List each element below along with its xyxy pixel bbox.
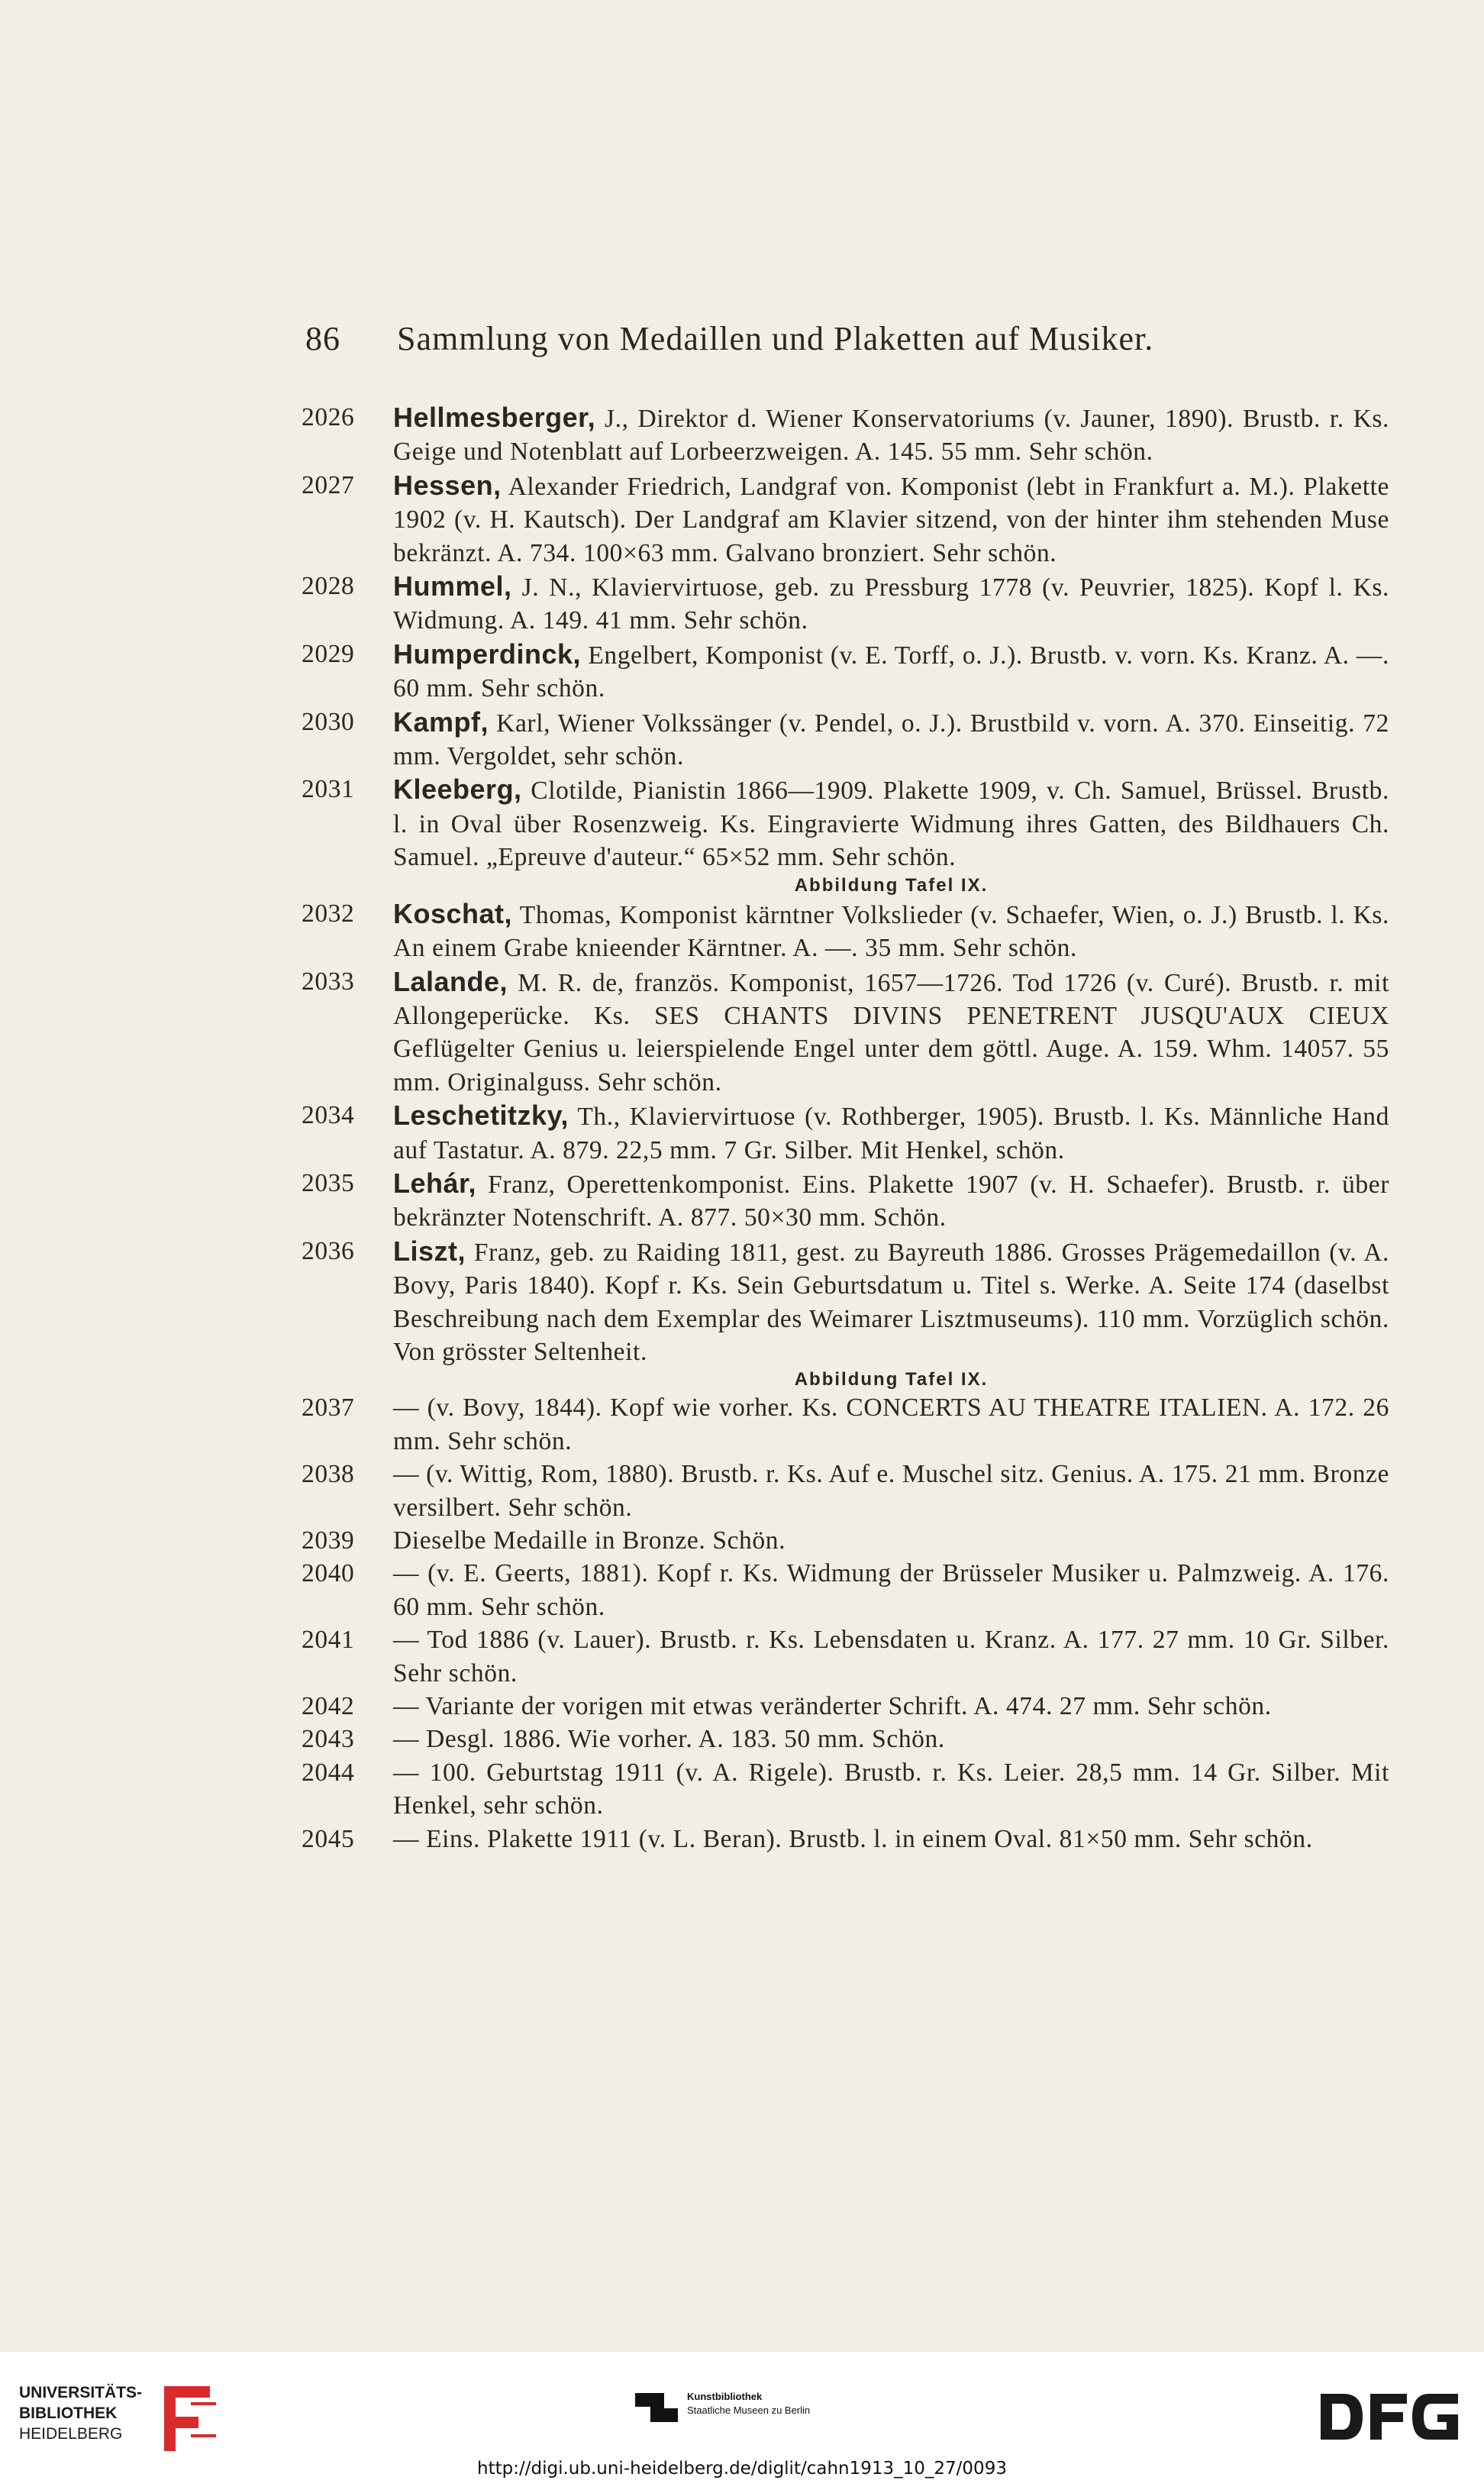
footer-bar: [0, 2352, 1484, 2490]
entry-description: — Desgl. 1886. Wie vorher. A. 183. 50 mm. Schön.: [393, 1725, 945, 1754]
entry-description: Dieselbe Medaille in Bronze. Schön.: [393, 1526, 786, 1555]
entry-description: M. R. de, französ. Komponist, 1657—1726. Tod 1726 (v. Curé). Brustb. r. mit Allongeperücke. Ks. SES CHANTS DIVINS PENETRENT JUSQU'AUX CIEUX Geflügelter Genius u. leierspielende Engel unter dem göttl. Auge. A. 159. Whm. 14057. 55 mm. Originalguss. Sehr schön.: [393, 968, 1389, 1096]
catalogue-entry: [302, 638, 1389, 706]
entry-name: Lehár,: [393, 1167, 477, 1199]
ub-mark-icon: [156, 2382, 218, 2455]
entry-description: — Eins. Plakette 1911 (v. L. Beran). Brustb. l. in einem Oval. 81×50 mm. Sehr schön.: [393, 1824, 1313, 1853]
entry-description: Alexander Friedrich, Landgraf von. Komponist (lebt in Frankfurt a. M.). Plakette 1902 (v. H. Kautsch). Der Landgraf am Klavier sitzend, von der hinter ihm stehenden Muse bekränzt. A. 734. 100×63 mm. Galvano bronziert. Sehr schön.: [393, 472, 1389, 567]
catalogue-entry: [302, 1823, 1389, 1855]
entry-number: 2026: [302, 403, 355, 431]
kb-logo-line2: Staatliche Museen zu Berlin: [687, 2404, 811, 2416]
catalogue-entry: [302, 1458, 1389, 1524]
entry-description: — Tod 1886 (v. Lauer). Brustb. r. Ks. Lebensdaten u. Kranz. A. 177. 27 mm. 10 Gr. Silber. Sehr schön.: [393, 1626, 1389, 1687]
entry-name: Humperdinck,: [393, 638, 582, 670]
catalogue-entry: [302, 570, 1389, 638]
entry-description: Clotilde, Pianistin 1866—1909. Plakette 1909, v. Ch. Samuel, Brüssel. Brustb. l. in Oval über Rosenzweig. Ks. Eingravierte Widmung ihres Gatten, des Bildhauers Ch. Samuel. „Epreuve d'auteur.“ 65×52 mm. Sehr schön.: [393, 777, 1389, 872]
running-header: [305, 319, 1282, 373]
kunstbibliothek-logo[interactable]: [634, 2388, 863, 2434]
entry-description: Engelbert, Komponist (v. E. Torff, o. J.). Brustb. v. vorn. Ks. Kranz. A. —. 60 mm. Sehr schön.: [393, 641, 1389, 703]
entry-number: 2028: [302, 572, 355, 601]
catalogue-entry: [302, 897, 1389, 965]
entry-description: — (v. E. Geerts, 1881). Kopf r. Ks. Widmung der Brüsseler Musiker u. Palmzweig. A. 176. 60 mm. Sehr schön.: [393, 1559, 1389, 1621]
entry-description: — (v. Bovy, 1844). Kopf wie vorher. Ks. CONCERTS AU THEATRE ITALIEN. A. 172. 26 mm. Sehr schön.: [393, 1394, 1389, 1455]
entry-name: Hummel,: [393, 570, 512, 602]
entry-number: 2033: [302, 967, 355, 996]
plate-reference: Abbildung Tafel IX.: [794, 874, 989, 896]
entry-name: Kleeberg,: [393, 773, 522, 806]
entry-description: Franz, geb. zu Raiding 1811, gest. zu Bayreuth 1886. Grosses Prägemedaillon (v. A. Bovy, Paris 1840). Kopf r. Ks. Sein Geburtsdatum u. Titel s. Werke. A. Seite 174 (daselbst Beschreibung nach dem Exemplar des Weimarer Lisztmuseums). 110 mm. Vorzüglich schön. Von grösster Seltenheit.: [393, 1238, 1389, 1366]
entry-name: Liszt,: [393, 1235, 466, 1267]
entry-number: 2036: [302, 1236, 355, 1265]
catalogue-entry: [302, 1690, 1389, 1723]
entry-name: Lalande,: [393, 965, 508, 997]
catalogue-entry: [302, 706, 1389, 773]
entry-number: 2041: [302, 1626, 355, 1655]
catalogue-entry: [302, 1524, 1389, 1557]
entry-description: Thomas, Komponist kärntner Volkslieder (v. Schaefer, Wien, o. J.) Brustb. l. Ks. An einem Grabe knieender Kärntner. A. —. 35 mm. Sehr schön.: [393, 900, 1389, 963]
entry-name: Leschetitzky,: [393, 1100, 569, 1132]
entry-description: — Variante der vorigen mit etwas veränderter Schrift. A. 474. 27 mm. Sehr schön.: [393, 1692, 1272, 1721]
entry-description: Franz, Operettenkomponist. Eins. Plakette 1907 (v. H. Schaefer). Brustb. r. über bekränzter Notenschrift. A. 877. 50×30 mm. Schön.: [393, 1170, 1389, 1232]
entry-number: 2039: [302, 1526, 355, 1555]
entry-name: Kampf,: [393, 706, 489, 738]
entry-number: 2032: [302, 899, 355, 928]
entry-number: 2030: [302, 707, 355, 736]
entry-number: 2040: [302, 1559, 355, 1588]
running-title: Sammlung von Medaillen und Plaketten auf Musiker.: [397, 320, 1154, 357]
entry-description: — 100. Geburtstag 1911 (v. A. Rigele). Brustb. r. Ks. Leier. 28,5 mm. 14 Gr. Silber. Mit Henkel, sehr schön.: [393, 1758, 1389, 1820]
plate-reference: Abbildung Tafel IX.: [794, 1369, 989, 1390]
catalogue-entry: [302, 773, 1389, 874]
entry-name: Koschat,: [393, 897, 513, 929]
entry-description: Th., Klaviervirtuose (v. Rothberger, 1905). Brustb. l. Ks. Männliche Hand auf Tastatur. A. 879. 22,5 mm. 7 Gr. Silber. Mit Henkel, schön.: [393, 1103, 1389, 1164]
entry-name: Hessen,: [393, 469, 502, 501]
entry-name: Hellmesberger,: [393, 402, 596, 433]
entry-number: 2044: [302, 1758, 355, 1787]
ub-logo-line2: BIBLIOTHEK: [19, 2404, 118, 2422]
catalogue-entry: [302, 1723, 1389, 1755]
catalogue-entry: [302, 1756, 1389, 1823]
entry-number: 2035: [302, 1168, 355, 1197]
catalogue-entry: [302, 469, 1389, 570]
entry-description: — (v. Wittig, Rom, 1880). Brustb. r. Ks. Auf e. Muschel sitz. Genius. A. 175. 21 mm. Bronze versilbert. Sehr schön.: [393, 1460, 1389, 1522]
entry-number: 2029: [302, 639, 355, 668]
catalogue-entry: [302, 1391, 1389, 1458]
catalogue-entry: [302, 1557, 1389, 1623]
entry-description: Karl, Wiener Volkssänger (v. Pendel, o. J.). Brustbild v. vorn. A. 370. Einseitig. 72 mm. Vergoldet, sehr schön.: [393, 709, 1389, 771]
dfg-wordmark-icon: [1317, 2390, 1462, 2443]
page-number: 86: [305, 320, 340, 357]
catalogue-entry: [302, 1099, 1389, 1167]
entry-number: 2037: [302, 1394, 355, 1423]
ub-heidelberg-logo[interactable]: [19, 2382, 218, 2466]
entry-number: 2043: [302, 1725, 355, 1754]
catalogue-entries: [302, 401, 1389, 1855]
entry-description: J., Direktor d. Wiener Konservatoriums (v. Jauner, 1890). Brustb. r. Ks. Geige und Notenblatt auf Lorbeerzweigen. A. 145. 55 mm. Sehr schön.: [393, 405, 1389, 467]
ub-logo-line1: UNIVERSITÄTS-: [19, 2384, 143, 2401]
entry-number: 2031: [302, 775, 355, 804]
catalogue-entry: [302, 1623, 1389, 1690]
dfg-logo[interactable]: [1317, 2390, 1462, 2443]
catalogue-entry: [302, 965, 1389, 1100]
entry-number: 2038: [302, 1460, 355, 1489]
kunstbibliothek-mark-icon: [634, 2388, 679, 2425]
source-url[interactable]: http://digi.ub.uni-heidelberg.de/diglit/cahn1913_10_27/0093: [477, 2459, 1007, 2479]
catalogue-entry: [302, 1235, 1389, 1369]
kb-logo-line1: Kunstbibliothek: [687, 2391, 763, 2402]
entry-description: J. N., Klaviervirtuose, geb. zu Pressburg 1778 (v. Peuvrier, 1825). Kopf l. Ks. Widmung. A. 149. 41 mm. Sehr schön.: [393, 573, 1389, 635]
entry-number: 2034: [302, 1101, 355, 1130]
entry-number: 2045: [302, 1824, 355, 1853]
catalogue-entry: [302, 1167, 1389, 1235]
entry-number: 2027: [302, 470, 355, 499]
ub-logo-line3: HEIDELBERG: [19, 2425, 123, 2443]
entry-number: 2042: [302, 1692, 355, 1721]
catalogue-entry: [302, 401, 1389, 469]
